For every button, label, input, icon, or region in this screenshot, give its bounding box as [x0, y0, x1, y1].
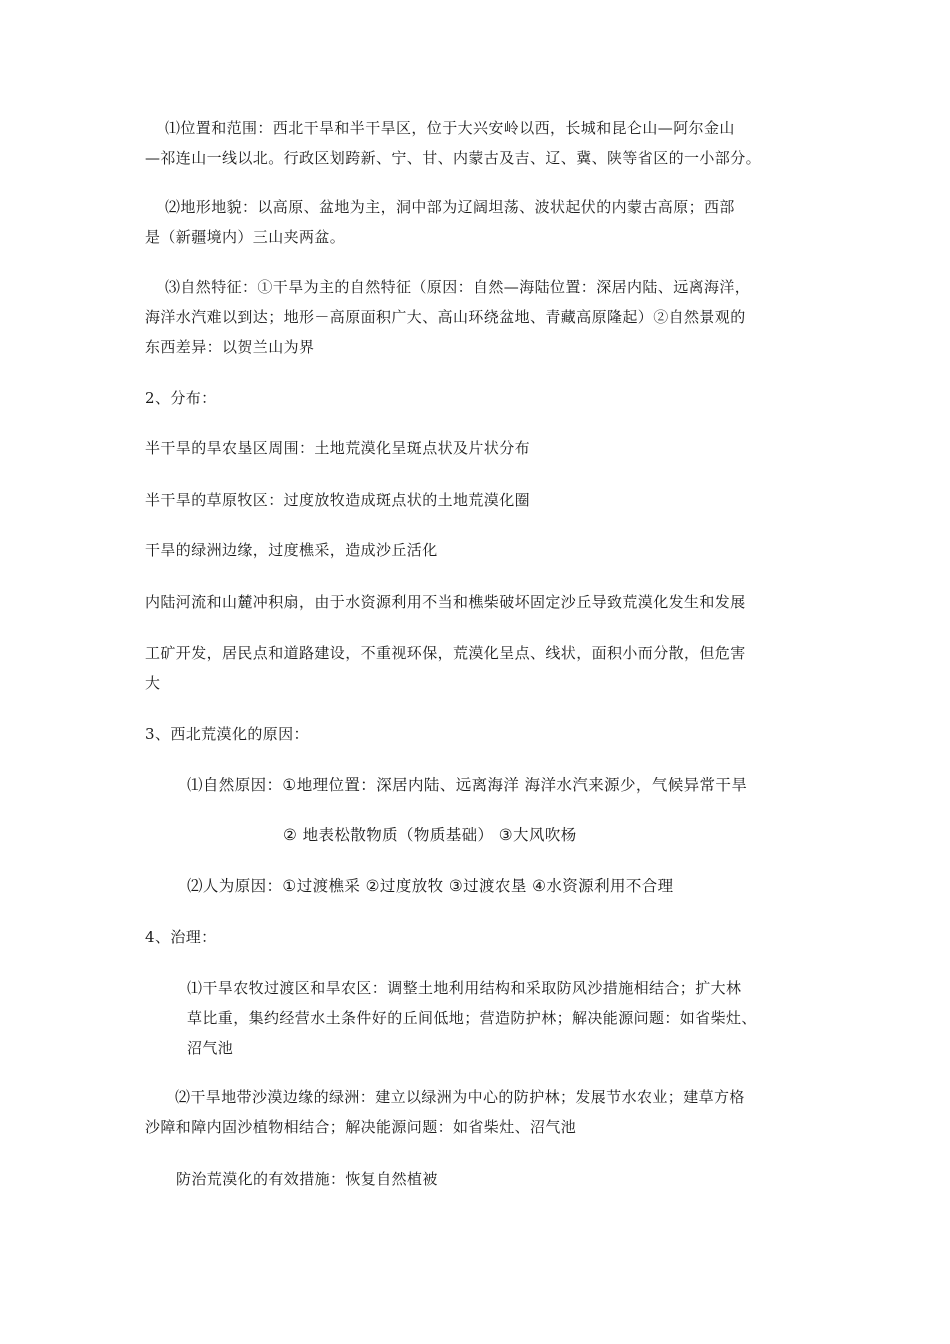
- paragraph-natural-features: [145, 272, 750, 362]
- text-line: 干旱的绿洲边缘，过度樵采，造成沙丘活化: [145, 541, 438, 559]
- section-heading-causes: [145, 719, 309, 749]
- text-line: 3、西北荒漠化的原因：: [145, 725, 309, 743]
- section-heading-distribution: [145, 383, 217, 413]
- text-line: 沼气池: [187, 1039, 234, 1057]
- text-line: —祁连山一线以北。行政区划跨新、宁、甘、内蒙古及吉、辽、冀、陕等省区的一小部分。: [145, 149, 762, 167]
- paragraph-effective-measures: [176, 1164, 438, 1194]
- text-line: 4、治理：: [145, 928, 217, 946]
- text-line: 内陆河流和山麓冲积扇，由于水资源利用不当和樵柴破坏固定沙丘导致荒漠化发生和发展: [145, 593, 746, 611]
- text-line: ⑵地形地貌：以高原、盆地为主，洞中部为辽阔坦荡、波状起伏的内蒙古高原；西部: [165, 198, 735, 216]
- text-line: ⑵人为原因：①过渡樵采 ②过度放牧 ③过渡农垦 ④水资源利用不合理: [187, 877, 674, 895]
- text-line: ⑴自然原因：①地理位置：深居内陆、远离海洋 海洋水汽来源少，气候异常干旱: [187, 776, 748, 794]
- paragraph-distribution-1: [145, 433, 530, 463]
- paragraph-natural-causes-cont: [283, 820, 577, 850]
- paragraph-natural-causes: [187, 770, 747, 800]
- paragraph-terrain: [145, 192, 735, 252]
- paragraph-location-range: [145, 113, 761, 173]
- paragraph-governance-2: [145, 1082, 745, 1142]
- paragraph-distribution-3: [145, 535, 438, 565]
- paragraph-distribution-5: [145, 638, 746, 698]
- text-line: ⑴位置和范围：西北干旱和半干旱区，位于大兴安岭以西，长城和昆仑山—阿尔金山: [165, 119, 735, 137]
- paragraph-governance-1: [187, 973, 757, 1063]
- text-line: 东西差异：以贺兰山为界: [145, 338, 315, 356]
- text-line: ② 地表松散物质（物质基础） ③大风吹杨: [283, 826, 577, 844]
- text-line: 是（新疆境内）三山夹两盆。: [145, 228, 346, 246]
- text-line: 大: [145, 674, 161, 692]
- text-line: 半干旱的草原牧区：过度放牧造成斑点状的土地荒漠化圈: [145, 491, 531, 509]
- paragraph-distribution-4: [145, 587, 746, 617]
- text-line: 半干旱的旱农垦区周围：土地荒漠化呈斑点状及片状分布: [145, 439, 531, 457]
- text-line: 沙障和障内固沙植物相结合；解决能源问题：如省柴灶、沼气池: [145, 1118, 577, 1136]
- text-line: ⑵干旱地带沙漠边缘的绿洲：建立以绿洲为中心的防护林；发展节水农业；建草方格: [175, 1088, 745, 1106]
- section-heading-governance: [145, 922, 217, 952]
- text-line: 海洋水汽难以到达；地形－高原面积广大、高山环绕盆地、青藏高原隆起）②自然景观的: [145, 308, 746, 326]
- paragraph-distribution-2: [145, 485, 530, 515]
- text-line: 防治荒漠化的有效措施：恢复自然植被: [176, 1170, 438, 1188]
- text-line: ⑴干旱农牧过渡区和旱农区：调整土地利用结构和采取防风沙措施相结合；扩大林: [187, 979, 742, 997]
- text-line: 草比重，集约经营水土条件好的丘间低地；营造防护林；解决能源问题：如省柴灶、: [187, 1009, 757, 1027]
- paragraph-human-causes: [187, 871, 674, 901]
- text-line: ⑶自然特征：①干旱为主的自然特征（原因：自然—海陆位置：深居内陆、远离海洋，: [165, 278, 751, 296]
- text-line: 2、分布：: [145, 389, 217, 407]
- text-line: 工矿开发，居民点和道路建设，不重视环保，荒漠化呈点、线状，面积小而分散，但危害: [145, 644, 746, 662]
